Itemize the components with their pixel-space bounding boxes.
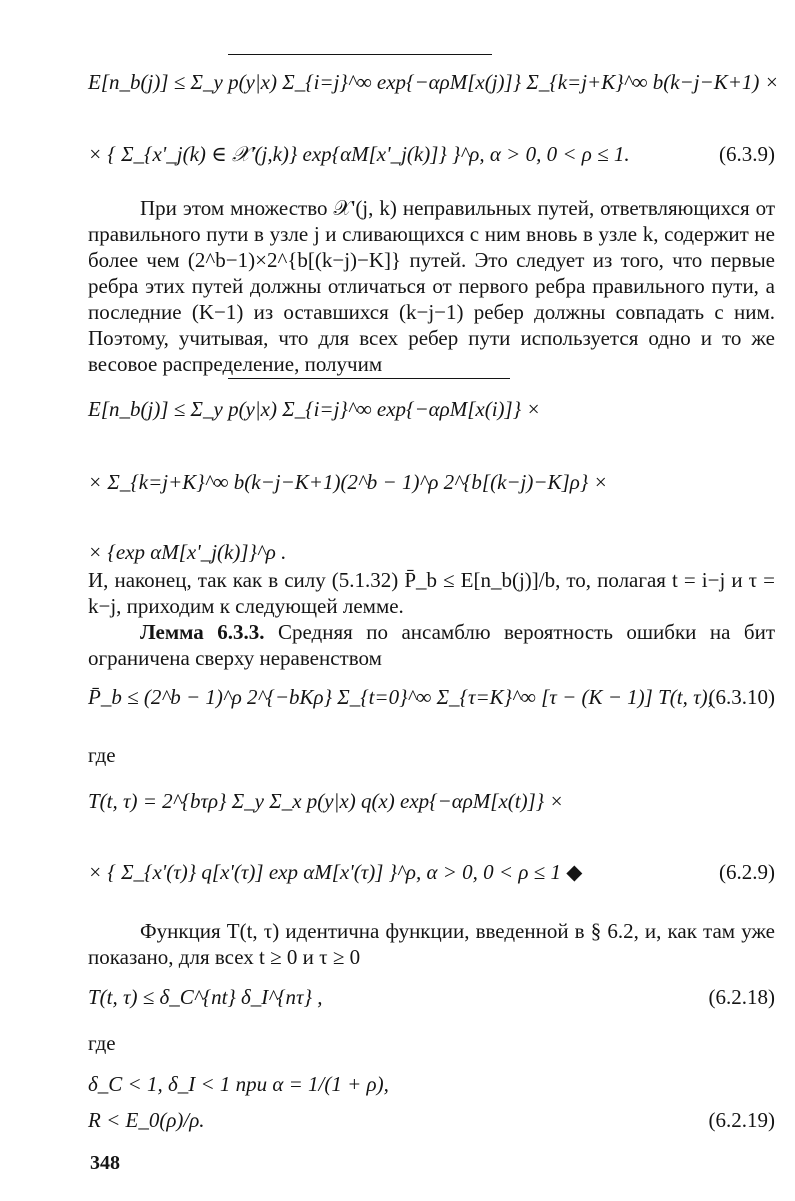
equation-6-3-9-line-2 bbox=[88, 140, 775, 168]
equation-derivation-line-3 bbox=[88, 538, 775, 566]
equation-6-2-19-line-1 bbox=[88, 1070, 775, 1098]
equation-derivation-line-1 bbox=[88, 395, 775, 423]
paragraph-function-t: Функция T(t, τ) идентична функции, введенной в § 6.2, и, как там уже показано, для всех t ≥ 0 и τ ≥ 0 bbox=[88, 919, 775, 969]
equation-number: (6.2.9) bbox=[719, 860, 775, 884]
equation-number: (6.3.9) bbox=[719, 142, 775, 166]
lemma-title: Лемма 6.3.3. bbox=[140, 620, 265, 644]
paragraph-incorrect-paths: При этом множество 𝒳'(j, k) неправильных путей, ответвляющихся от правильного пути в узле j и сливающихся с ним вновь в узле k, содержит не более чем (2^b−1)×2^{b[(k−j)−K]} путей. Это следует из того, что первые ребра этих путей должны отличаться от первого ребра правильного пути, а последние (K−1) из оставшихся (k−j−1) ребер должны совпадать с ним. Поэтому, учитывая, что для всех ребер пути используется одно и то же весовое распределение, получим bbox=[88, 196, 775, 376]
equation-6-2-9-line-2 bbox=[88, 858, 775, 886]
equation-text: R < E_0(ρ)/ρ. bbox=[88, 1108, 205, 1132]
equation-text: T(t, τ) ≤ δ_C^{nt} δ_I^{nτ} , bbox=[88, 985, 323, 1009]
equation-derivation-line-2 bbox=[88, 468, 775, 496]
equation-text: × Σ_{k=j+K}^∞ b(k−j−K+1)(2^b − 1)^ρ 2^{b[(k−j)−K]ρ} × bbox=[88, 470, 608, 494]
equation-number: (6.2.18) bbox=[708, 985, 775, 1009]
overline-rule bbox=[228, 54, 492, 55]
equation-6-2-18 bbox=[88, 983, 775, 1011]
overline-rule bbox=[228, 378, 510, 379]
equation-6-3-10 bbox=[88, 683, 775, 711]
equation-text: E[n_b(j)] ≤ Σ_y p(y|x) Σ_{i=j}^∞ exp{−αρM[x(i)]} × bbox=[88, 397, 541, 421]
equation-6-2-19-line-2 bbox=[88, 1106, 775, 1134]
equation-text: P̄_b ≤ (2^b − 1)^ρ 2^{−bKρ} Σ_{t=0}^∞ Σ_{τ=K}^∞ [τ − (K − 1)] T(t, τ), bbox=[88, 685, 713, 709]
page-number: 348 bbox=[90, 1152, 120, 1174]
paragraph-conclusion: И, наконец, так как в силу (5.1.32) P̄_b ≤ E[n_b(j)]/b, то, полагая t = i−j и τ = k−j, приходим к следующей лемме. bbox=[88, 568, 775, 618]
where-label: где bbox=[88, 743, 116, 767]
equation-text: E[n_b(j)] ≤ Σ_y p(y|x) Σ_{i=j}^∞ exp{−αρM[x(j)]} Σ_{k=j+K}^∞ b(k−j−K+1) × bbox=[88, 70, 779, 94]
equation-number: (6.3.10) bbox=[708, 685, 775, 709]
equation-text: δ_C < 1, δ_I < 1 при α = 1/(1 + ρ), bbox=[88, 1072, 389, 1096]
where-label: где bbox=[88, 1031, 116, 1055]
lemma-6-3-3 bbox=[88, 619, 775, 671]
equation-text: × { Σ_{x'_j(k) ∈ 𝒳'(j,k)} exp{αM[x'_j(k)]} }^ρ, α > 0, 0 < ρ ≤ 1. bbox=[88, 142, 630, 166]
lemma-text: Средняя по ансамблю вероятность ошибки на бит ограничена сверху неравенством bbox=[88, 620, 776, 670]
equation-number: (6.2.19) bbox=[708, 1108, 775, 1132]
equation-text: × { Σ_{x'(τ)} q[x'(τ)] exp αM[x'(τ)] }^ρ, α > 0, 0 < ρ ≤ 1 ◆ bbox=[88, 860, 583, 884]
equation-text: T(t, τ) = 2^{bτρ} Σ_y Σ_x p(y|x) q(x) exp{−αρM[x(t)]} × bbox=[88, 789, 564, 813]
equation-6-2-9-line-1 bbox=[88, 787, 775, 815]
equation-6-3-9-line-1 bbox=[88, 68, 779, 96]
equation-text: × {exp αM[x'_j(k)]}^ρ . bbox=[88, 540, 287, 564]
